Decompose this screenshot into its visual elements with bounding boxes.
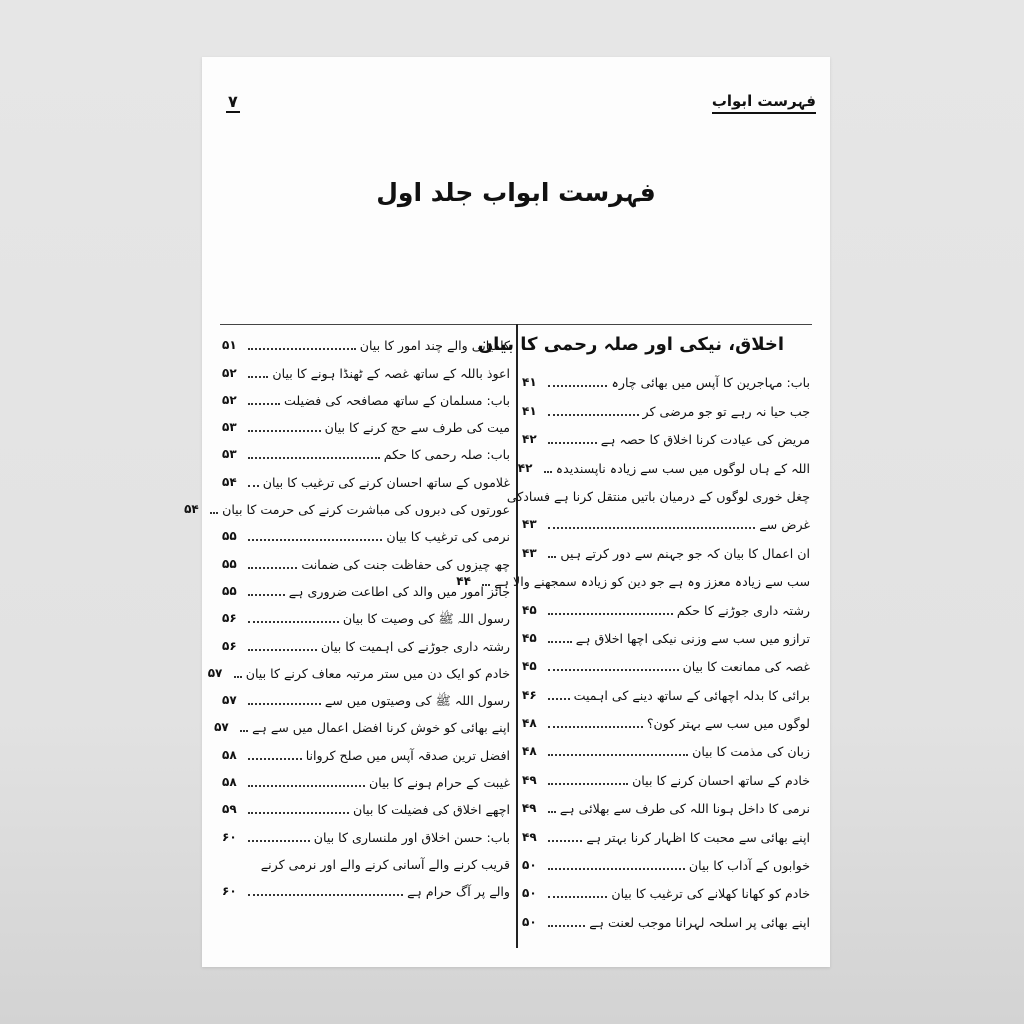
toc-entry bbox=[184, 491, 510, 518]
toc-entry-title: اپنے بھائی پر اسلحہ لہرانا موجب لعنت ہے bbox=[589, 914, 810, 930]
toc-entry-title: اپنے بھائی کو خوش کرنا افضل اعمال میں سے ہے bbox=[252, 720, 510, 736]
toc-entry-title: جب حیا نہ رہے تو جو مرضی کر bbox=[642, 403, 810, 419]
toc-entry bbox=[522, 420, 810, 448]
dot-leader bbox=[548, 668, 679, 671]
toc-entry-page: ۵۳ bbox=[222, 420, 237, 435]
toc-entry bbox=[222, 545, 510, 572]
dot-leader bbox=[248, 648, 317, 651]
toc-entry-title: اعوذ باللہ کے ساتھ غصہ کے ٹھنڈا ہونے کا بیان bbox=[272, 365, 510, 381]
dot-leader bbox=[248, 429, 321, 432]
toc-entry-title: لوگوں میں سب سے بہتر کون؟ bbox=[646, 716, 810, 732]
dot-leader bbox=[248, 893, 403, 896]
toc-entry-title: اچھے اخلاق کی فضیلت کا بیان bbox=[352, 802, 510, 818]
toc-entry bbox=[222, 764, 510, 791]
toc-entry-page: ۵۰ bbox=[522, 886, 537, 901]
toc-entry-page: ۴۱ bbox=[522, 403, 537, 418]
dot-leader bbox=[548, 810, 556, 813]
toc-entry-page: ۴۴ bbox=[456, 574, 471, 589]
dot-leader bbox=[548, 384, 607, 387]
left-column bbox=[184, 327, 510, 900]
toc-entry-page: ۵۶ bbox=[222, 611, 237, 626]
toc-entry bbox=[222, 518, 510, 545]
toc-entry-page: ۶۰ bbox=[222, 884, 237, 899]
toc-entry-title: ترازو میں سب سے وزنی نیکی اچھا اخلاق ہے bbox=[575, 630, 810, 646]
toc-entry bbox=[222, 736, 510, 763]
toc-entry bbox=[222, 600, 510, 627]
toc-entry-title: اپنے بھائی سے محبت کا اظہار کرنا بہتر ہے bbox=[586, 829, 810, 845]
toc-entry bbox=[222, 873, 510, 900]
toc-entry-page: ۵۵ bbox=[222, 583, 237, 598]
toc-entry-title: نرمی کی ترغیب کا بیان bbox=[386, 529, 510, 545]
dot-leader bbox=[548, 753, 688, 756]
toc-entry bbox=[522, 732, 810, 760]
toc-entry-title: مریض کی عیادت کرنا اخلاق کا حصہ ہے bbox=[600, 432, 810, 448]
toc-entry-page: ۴۸ bbox=[522, 744, 537, 759]
toc-entry-title: افضل ترین صدقہ آپس میں صلح کروانا bbox=[305, 747, 510, 763]
toc-entry-title: زبان کی مذمت کا بیان bbox=[692, 744, 810, 760]
toc-entry-title: کامیابی والے چند امور کا بیان bbox=[359, 338, 510, 354]
toc-entry-title: چھ چیزوں کی حفاظت جنت کی ضمانت bbox=[301, 556, 510, 572]
document-page bbox=[184, 57, 830, 967]
toc-entry-page: ۴۲ bbox=[517, 460, 533, 475]
toc-entry-page: ۴۵ bbox=[522, 659, 537, 674]
dot-leader bbox=[548, 640, 572, 643]
toc-entry bbox=[522, 846, 810, 874]
toc-entry bbox=[207, 655, 510, 682]
toc-entry-page: ۵۰ bbox=[522, 858, 537, 873]
toc-entry-page: ۴۵ bbox=[522, 602, 537, 617]
dot-leader bbox=[248, 375, 268, 378]
toc-entry-page: ۵۵ bbox=[222, 529, 237, 544]
page-title: فہرست ابواب جلد اول bbox=[376, 178, 656, 207]
toc-entry-title: میت کی طرف سے حج کرنے کا بیان bbox=[324, 420, 510, 436]
toc-entry-title: خادم کو کھانا کھلانے کی ترغیب کا بیان bbox=[611, 886, 810, 902]
toc-entry-page: ۵۵ bbox=[222, 556, 237, 571]
dot-leader bbox=[234, 675, 242, 678]
toc-entry bbox=[456, 562, 810, 590]
toc-entry-page: ۵۱ bbox=[222, 338, 237, 353]
toc-entry-page: ۵۲ bbox=[222, 392, 237, 407]
dot-leader bbox=[248, 484, 259, 487]
toc-entry-title: غیبت کے حرام ہونے کا بیان bbox=[369, 775, 510, 791]
dot-leader bbox=[248, 620, 339, 623]
dot-leader bbox=[248, 593, 285, 596]
toc-entry bbox=[517, 448, 810, 476]
dot-leader bbox=[548, 555, 556, 558]
toc-entry-title: باب: صلہ رحمی کا حکم bbox=[383, 447, 510, 463]
dot-leader bbox=[248, 868, 257, 869]
toc-entry-page: ۵۴ bbox=[222, 474, 237, 489]
dot-leader bbox=[548, 612, 673, 615]
dot-leader bbox=[548, 782, 628, 785]
toc-entry-page: ۴۸ bbox=[522, 716, 537, 731]
toc-entry-page: ۴۲ bbox=[522, 432, 537, 447]
toc-entry bbox=[222, 463, 510, 490]
toc-entry-page: ۵۸ bbox=[222, 775, 237, 790]
toc-entry-page: ۵۳ bbox=[222, 447, 237, 462]
toc-entry bbox=[522, 363, 810, 391]
toc-entry-title: جائز امور میں والد کی اطاعت ضروری ہے bbox=[288, 583, 510, 599]
toc-entry bbox=[522, 675, 810, 703]
toc-entry bbox=[222, 818, 510, 845]
dot-leader bbox=[248, 839, 310, 842]
toc-entry-page: ۵۲ bbox=[222, 365, 237, 380]
toc-entry bbox=[522, 590, 810, 618]
toc-entry-title: رسول اللہ ﷺ کی وصیتوں میں سے bbox=[324, 693, 510, 709]
dot-leader bbox=[548, 725, 643, 728]
toc-entry-title: رشتہ داری جوڑنے کا حکم bbox=[676, 602, 810, 618]
toc-entry-page: ۴۹ bbox=[522, 829, 537, 844]
toc-entry bbox=[522, 619, 810, 647]
dot-leader bbox=[248, 811, 349, 814]
toc-entry-title: اللہ کے ہاں لوگوں میں سب سے زیادہ ناپسندیدہ bbox=[555, 460, 810, 476]
left-entry-list bbox=[184, 327, 510, 900]
toc-entry-page: ۴۵ bbox=[522, 630, 537, 645]
dot-leader bbox=[548, 895, 607, 898]
dot-leader bbox=[248, 402, 280, 405]
toc-entry-page: ۴۳ bbox=[522, 517, 537, 532]
toc-entry-title: ان اعمال کا بیان کہ جو جہنم سے دور کرتے ہیں bbox=[560, 545, 810, 561]
dot-leader bbox=[240, 729, 248, 732]
toc-entry bbox=[222, 382, 510, 409]
dot-leader bbox=[248, 702, 321, 705]
toc-entry bbox=[222, 846, 510, 873]
toc-entry bbox=[522, 505, 810, 533]
toc-entry bbox=[506, 477, 810, 505]
toc-entry bbox=[522, 817, 810, 845]
toc-entry bbox=[522, 704, 810, 732]
section-heading: اخلاق، نیکی اور صلہ رحمی کا بیان bbox=[477, 334, 784, 355]
dot-leader bbox=[548, 839, 582, 842]
toc-entry-title: سب سے زیادہ معزز وہ ہے جو دین کو زیادہ سمجھنے والا ہے bbox=[494, 574, 810, 590]
toc-entry-title: غصہ کی ممانعت کا بیان bbox=[682, 659, 810, 675]
toc-entry-title: غلاموں کے ساتھ احسان کرنے کی ترغیب کا بیان bbox=[262, 474, 510, 490]
toc-entry bbox=[222, 354, 510, 381]
toc-entry-page: ۴۹ bbox=[522, 772, 537, 787]
toc-entry bbox=[222, 627, 510, 654]
toc-entry bbox=[222, 409, 510, 436]
toc-entry bbox=[522, 874, 810, 902]
dot-leader bbox=[548, 441, 597, 444]
toc-entry bbox=[522, 533, 810, 561]
toc-entry-title: نرمی کا داخل ہونا اللہ کی طرف سے بھلائی ہے bbox=[559, 801, 810, 817]
toc-entry-page: ۶۰ bbox=[222, 829, 237, 844]
toc-entry-page: ۵۷ bbox=[214, 720, 229, 735]
toc-entry bbox=[214, 709, 510, 736]
toc-entry bbox=[522, 647, 810, 675]
toc-entry-title: خوابوں کے آداب کا بیان bbox=[688, 858, 810, 874]
dot-leader bbox=[548, 924, 585, 927]
toc-entry bbox=[222, 791, 510, 818]
toc-entry-page: ۵۹ bbox=[222, 802, 237, 817]
toc-entry-page: ۴۹ bbox=[521, 801, 537, 816]
dot-leader bbox=[248, 784, 365, 787]
dot-leader bbox=[248, 347, 356, 350]
toc-entry-title: چغل خوری لوگوں کے درمیان باتیں منتقل کرنا ہے فسادکی bbox=[506, 488, 810, 504]
toc-entry bbox=[522, 391, 810, 419]
toc-entry-title: باب: مہاجرین کا آپس میں بھائی چارہ bbox=[611, 375, 810, 391]
toc-entry-page: ۵۷ bbox=[222, 693, 237, 708]
dot-leader bbox=[548, 413, 639, 416]
toc-entry bbox=[222, 573, 510, 600]
dot-leader bbox=[544, 470, 552, 473]
toc-entry-page: ۵۰ bbox=[522, 914, 537, 929]
toc-entry-title: عورتوں کی دبروں کی مباشرت کرنے کی حرمت کا بیان bbox=[222, 502, 510, 518]
dot-leader bbox=[248, 456, 380, 459]
dot-leader bbox=[210, 511, 218, 514]
toc-entry-title: والے پر آگ حرام ہے bbox=[407, 884, 510, 900]
toc-entry bbox=[222, 436, 510, 463]
toc-entry-title: خادم کو ایک دن میں ستر مرتبہ معاف کرنے کا بیان bbox=[245, 665, 510, 681]
toc-entry-page: ۴۶ bbox=[522, 687, 537, 702]
page-number: ۷ bbox=[228, 92, 238, 111]
toc-entry-title: رسول اللہ ﷺ کی وصیت کا بیان bbox=[342, 611, 510, 627]
toc-entry bbox=[522, 902, 810, 930]
dot-leader bbox=[548, 526, 755, 529]
toc-entry-title: رشتہ داری جوڑنے کی اہمیت کا بیان bbox=[320, 638, 510, 654]
toc-entry-title: برائی کا بدلہ اچھائی کے ساتھ دینے کی اہمیت bbox=[573, 687, 810, 703]
toc-entry-page: ۵۸ bbox=[222, 747, 237, 762]
toc-entry bbox=[522, 760, 810, 788]
toc-entry-title: قریب کرنے والے آسانی کرنے والے اور نرمی کرنے bbox=[260, 856, 510, 872]
toc-entry bbox=[222, 682, 510, 709]
toc-entry-title: خادم کے ساتھ احسان کرنے کا بیان bbox=[632, 772, 810, 788]
dot-leader bbox=[248, 538, 382, 541]
dot-leader bbox=[548, 867, 685, 870]
toc-entry bbox=[222, 327, 510, 354]
dot-leader bbox=[248, 757, 302, 760]
toc-entry-title: باب: مسلمان کے ساتھ مصافحہ کی فضیلت bbox=[283, 392, 510, 408]
column-divider bbox=[516, 324, 518, 948]
running-title: فہرست ابواب bbox=[712, 91, 816, 114]
toc-entry-page: ۴۳ bbox=[522, 545, 537, 560]
toc-entry-page: ۵۴ bbox=[184, 502, 199, 517]
toc-entry-title: باب: حسن اخلاق اور ملنساری کا بیان bbox=[313, 829, 510, 845]
toc-entry bbox=[522, 789, 810, 817]
toc-entry-page: ۵۶ bbox=[222, 638, 237, 653]
dot-leader bbox=[248, 566, 297, 569]
dot-leader bbox=[548, 697, 570, 700]
toc-entry-title: غرض سے bbox=[759, 517, 810, 533]
toc-entry-page: ۵۷ bbox=[207, 665, 223, 680]
toc-entry-page: ۴۱ bbox=[522, 375, 537, 390]
